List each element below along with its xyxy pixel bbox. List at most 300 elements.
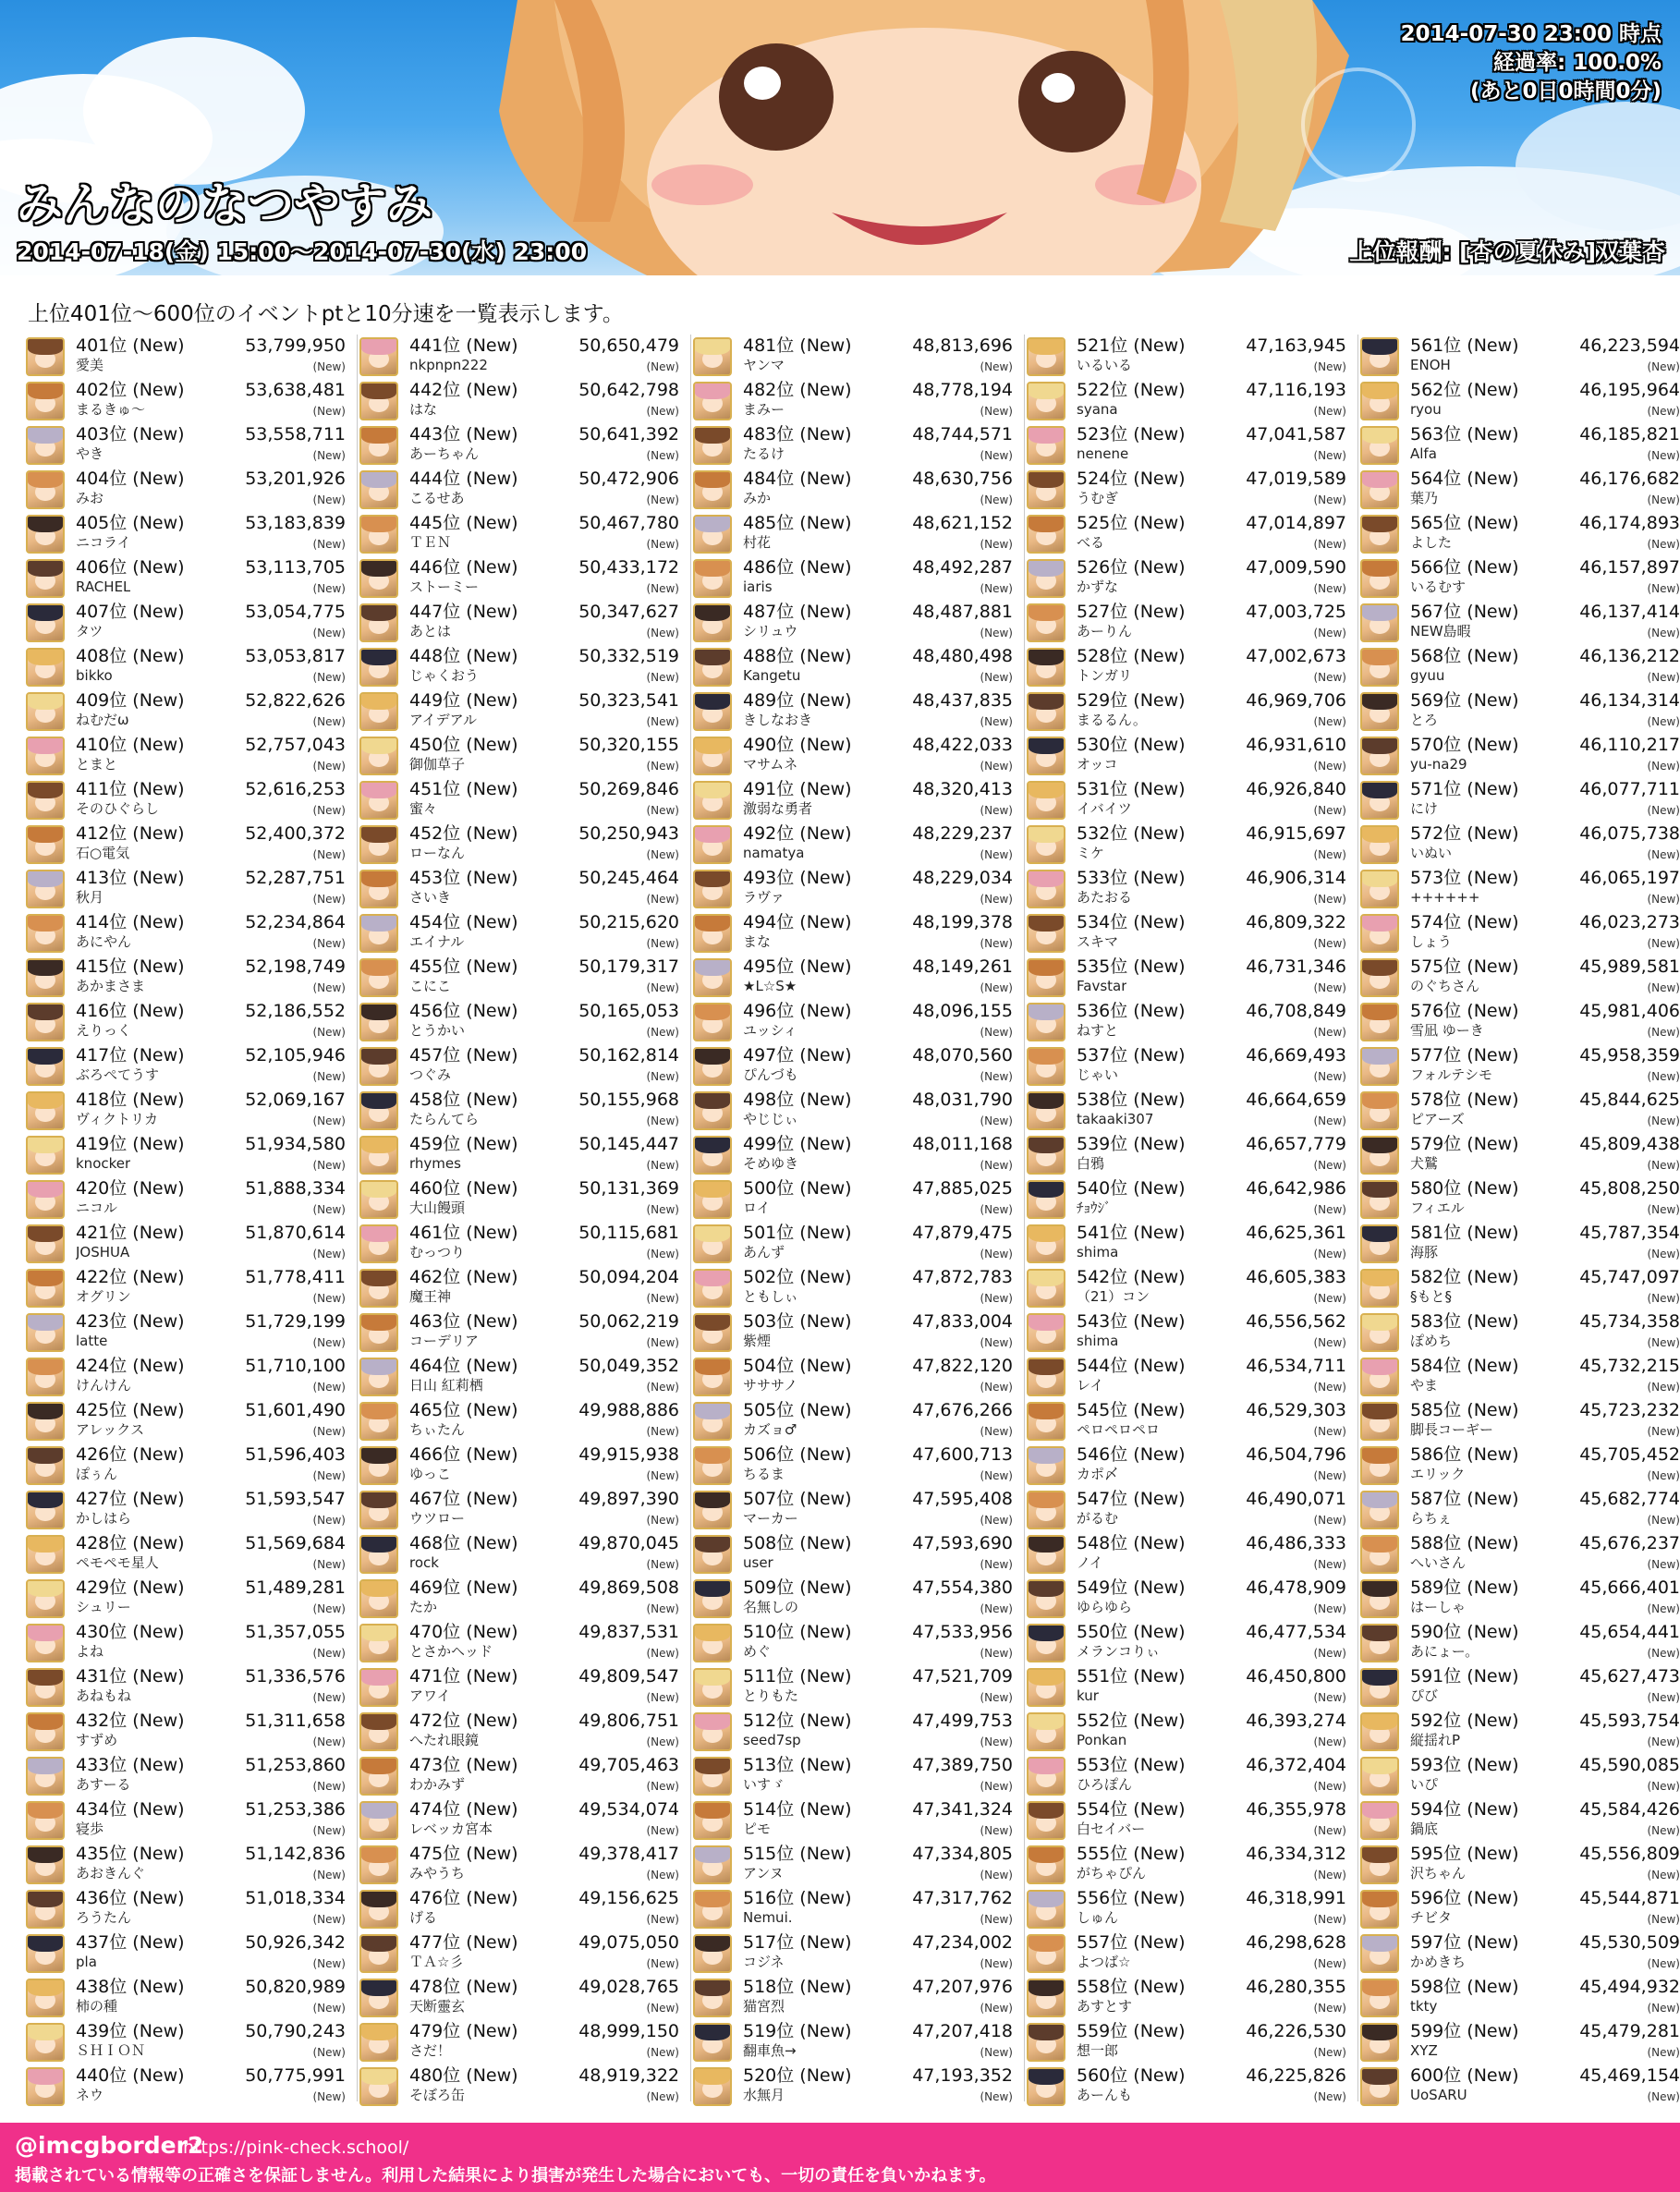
ranking-entry (1358, 1310, 1680, 1355)
ranking-entry (1025, 956, 1350, 1000)
rank-label: 405位 (New) (76, 513, 185, 533)
rank-label: 420位 (New) (76, 1178, 185, 1199)
player-name: ヴィクトリカ (76, 1111, 158, 1127)
idol-card-icon (1027, 1712, 1065, 1751)
event-period: 2014-07-18(金) 15:00〜2014-07-30(水) 23:00 (17, 238, 588, 265)
ten-minute-speed: (New) (1313, 1425, 1346, 1438)
event-points: 50,049,352 (578, 1356, 679, 1376)
idol-card-icon (359, 914, 398, 953)
idol-card-icon (359, 2067, 398, 2106)
ranking-entry (1358, 1222, 1680, 1266)
ten-minute-speed: (New) (980, 1869, 1013, 1881)
idol-card-icon (693, 781, 732, 820)
rank-label: 434位 (New) (76, 1799, 185, 1820)
rank-label: 532位 (New) (1077, 823, 1186, 844)
site-url-link[interactable]: https://pink-check.school/ (183, 2137, 409, 2158)
ten-minute-speed: (New) (1313, 1735, 1346, 1748)
player-name: カポ〆 (1077, 1466, 1119, 1482)
rank-label: 538位 (New) (1077, 1090, 1186, 1110)
player-name: むっつり (409, 1244, 466, 1260)
idol-card-icon (359, 470, 398, 509)
ranking-entry (1025, 1355, 1350, 1399)
rank-label: 409位 (New) (76, 690, 185, 711)
event-points: 47,317,762 (912, 1888, 1013, 1908)
rank-label: 410位 (New) (76, 735, 185, 755)
ten-minute-speed: (New) (980, 981, 1013, 994)
rank-label: 407位 (New) (76, 602, 185, 622)
idol-card-icon (693, 559, 732, 598)
ranking-entry (24, 822, 349, 867)
ten-minute-speed: (New) (1313, 715, 1346, 728)
player-name: べる (1077, 534, 1105, 551)
player-name: みか (743, 490, 772, 506)
rank-label: 530位 (New) (1077, 735, 1186, 755)
ranking-entry (358, 1887, 683, 1931)
ten-minute-speed: (New) (312, 760, 346, 773)
event-points: 48,070,560 (912, 1045, 1013, 1066)
ten-minute-speed: (New) (312, 1735, 346, 1748)
idol-card-icon (693, 1579, 732, 1618)
player-name: Kangetu (743, 667, 801, 684)
player-name: RACHEL (76, 578, 131, 595)
rank-label: 498位 (New) (743, 1090, 852, 1110)
ten-minute-speed: (New) (1647, 1558, 1680, 1571)
ranking-entry (691, 1399, 1017, 1443)
elapsed-rate: 経過率: 100.0% (1492, 51, 1662, 75)
rank-label: 446位 (New) (409, 557, 518, 578)
ten-minute-speed: (New) (1313, 1869, 1346, 1881)
event-points: 48,149,261 (912, 956, 1013, 977)
player-name: 脚長コーギー (1410, 1421, 1494, 1438)
idol-card-icon (26, 870, 65, 908)
event-points: 46,669,493 (1246, 1045, 1346, 1066)
event-points: 46,625,361 (1246, 1223, 1346, 1243)
idol-card-icon (693, 737, 732, 775)
ten-minute-speed: (New) (980, 1336, 1013, 1349)
idol-card-icon (26, 781, 65, 820)
ranking-entry (24, 1266, 349, 1310)
ranking-entry (1358, 1577, 1680, 1621)
rank-label: 482位 (New) (743, 380, 852, 400)
rank-label: 574位 (New) (1410, 912, 1519, 932)
idol-card-icon (693, 1180, 732, 1219)
event-points: 48,096,155 (912, 1001, 1013, 1021)
ten-minute-speed: (New) (312, 405, 346, 418)
rank-label: 564位 (New) (1410, 469, 1519, 489)
player-name: ピアーズ (1410, 1111, 1465, 1127)
ranking-entry (24, 1532, 349, 1577)
event-points: 46,906,314 (1246, 868, 1346, 888)
rank-label: 454位 (New) (409, 912, 518, 932)
idol-card-icon (1027, 1979, 1065, 2017)
ten-minute-speed: (New) (312, 671, 346, 684)
ranking-entry (691, 556, 1017, 601)
ranking-entry (24, 1310, 349, 1355)
ten-minute-speed: (New) (646, 1248, 679, 1260)
event-points: 47,872,783 (912, 1267, 1013, 1287)
ten-minute-speed: (New) (646, 1381, 679, 1394)
ranking-entry (1358, 645, 1680, 689)
idol-card-icon (359, 1535, 398, 1574)
ten-minute-speed: (New) (646, 1869, 679, 1881)
ranking-entry (24, 1976, 349, 2020)
idol-card-icon (1360, 1579, 1399, 1618)
ranking-entry (24, 911, 349, 956)
rank-label: 543位 (New) (1077, 1311, 1186, 1332)
player-name: ねむだω (76, 712, 129, 728)
event-points: 50,467,780 (578, 513, 679, 533)
rank-label: 428位 (New) (76, 1533, 185, 1553)
player-name: ぽぅん (76, 1466, 118, 1482)
ten-minute-speed: (New) (646, 1957, 679, 1970)
ten-minute-speed: (New) (980, 449, 1013, 462)
player-name: とろ (1410, 712, 1439, 728)
ten-minute-speed: (New) (312, 538, 346, 551)
ten-minute-speed: (New) (1647, 1292, 1680, 1305)
rank-label: 585位 (New) (1410, 1400, 1519, 1420)
player-name: あかまさま (76, 978, 146, 994)
idol-card-icon (1360, 648, 1399, 687)
ranking-entry (1025, 911, 1350, 956)
ten-minute-speed: (New) (1313, 405, 1346, 418)
idol-card-icon (1360, 426, 1399, 465)
event-points: 46,077,711 (1579, 779, 1680, 799)
ranking-entry (1358, 2064, 1680, 2109)
event-points: 45,734,358 (1579, 1311, 1680, 1332)
ten-minute-speed: (New) (646, 1514, 679, 1527)
ten-minute-speed: (New) (1647, 449, 1680, 462)
ranking-entry (691, 1577, 1017, 1621)
idol-card-icon (26, 1845, 65, 1884)
event-points: 46,372,404 (1246, 1755, 1346, 1775)
ranking-entry (691, 1931, 1017, 1976)
rank-label: 429位 (New) (76, 1577, 185, 1598)
rank-label: 550位 (New) (1077, 1622, 1186, 1642)
player-name: アイデアル (409, 712, 478, 728)
ranking-entry (1025, 2020, 1350, 2064)
event-points: 46,642,986 (1246, 1178, 1346, 1199)
player-name: ＴＡ☆彡 (409, 1954, 464, 1970)
ranking-entry (1358, 1754, 1680, 1798)
event-points: 51,596,403 (245, 1444, 346, 1465)
event-points: 50,820,989 (245, 1977, 346, 1997)
rank-label: 463位 (New) (409, 1311, 518, 1332)
ten-minute-speed: (New) (980, 1602, 1013, 1615)
event-points: 50,165,053 (578, 1001, 679, 1021)
player-name: まるるん。 (1077, 712, 1147, 728)
ten-minute-speed: (New) (1647, 1913, 1680, 1926)
idol-card-icon (693, 914, 732, 953)
player-name: じゃくおう (409, 667, 480, 684)
ranking-entry (24, 956, 349, 1000)
idol-card-icon (26, 603, 65, 642)
ten-minute-speed: (New) (646, 804, 679, 817)
ten-minute-speed: (New) (312, 848, 346, 861)
ten-minute-speed: (New) (1647, 405, 1680, 418)
idol-card-icon (359, 1624, 398, 1662)
ranking-entry (24, 423, 349, 468)
player-name: レイ (1077, 1377, 1104, 1394)
idol-card-icon (26, 2023, 65, 2062)
ten-minute-speed: (New) (980, 1070, 1013, 1083)
idol-card-icon (1027, 2067, 1065, 2106)
player-name: やじじぃ (743, 1111, 798, 1127)
player-name: うむぎ (1077, 490, 1119, 506)
idol-card-icon (26, 1491, 65, 1529)
rank-label: 456位 (New) (409, 1001, 518, 1021)
event-points: 47,041,587 (1246, 424, 1346, 444)
ranking-entry (1025, 468, 1350, 512)
ranking-entry (358, 1000, 683, 1044)
idol-card-icon (359, 648, 398, 687)
idol-card-icon (693, 1358, 732, 1396)
rank-label: 594位 (New) (1410, 1799, 1519, 1820)
rank-label: 476位 (New) (409, 1888, 518, 1908)
idol-card-icon (693, 1269, 732, 1308)
ten-minute-speed: (New) (1647, 1336, 1680, 1349)
idol-card-icon (1360, 1313, 1399, 1352)
player-name: 沢ちゃん (1410, 1865, 1467, 1881)
ten-minute-speed: (New) (646, 2002, 679, 2015)
player-name: よした (1410, 534, 1453, 551)
player-name: フィエル (1410, 1200, 1465, 1216)
rank-label: 462位 (New) (409, 1267, 518, 1287)
player-name: 縦揺れP (1410, 1732, 1461, 1748)
idol-card-icon (1360, 1979, 1399, 2017)
player-name: マーカー (743, 1510, 798, 1527)
ten-minute-speed: (New) (980, 2002, 1013, 2015)
player-name: シリュウ (743, 623, 798, 639)
rank-label: 600位 (New) (1410, 2065, 1519, 2086)
ten-minute-speed: (New) (1647, 538, 1680, 551)
player-name: 大山饅頭 (409, 1200, 466, 1216)
ten-minute-speed: (New) (312, 582, 346, 595)
player-name: みお (76, 490, 104, 506)
as-of-time: 2014-07-30 23:00 時点 (1400, 22, 1662, 46)
rank-label: 515位 (New) (743, 1844, 852, 1864)
event-points: 52,198,749 (245, 956, 346, 977)
rank-label: 488位 (New) (743, 646, 852, 666)
rank-label: 452位 (New) (409, 823, 518, 844)
rank-label: 484位 (New) (743, 469, 852, 489)
ranking-entry (1358, 1621, 1680, 1665)
player-name: 秋月 (76, 889, 104, 906)
player-name: ネウ (76, 2087, 104, 2103)
ten-minute-speed: (New) (1313, 1381, 1346, 1394)
player-name: ぽめち (1410, 1333, 1453, 1349)
player-name: めぐ (743, 1643, 772, 1660)
rank-label: 557位 (New) (1077, 1932, 1186, 1953)
event-points: 53,638,481 (245, 380, 346, 400)
ten-minute-speed: (New) (1647, 1869, 1680, 1881)
ranking-entry (691, 1443, 1017, 1488)
event-points: 52,186,552 (245, 1001, 346, 1021)
ranking-entry (358, 1931, 683, 1976)
event-points: 47,822,120 (912, 1356, 1013, 1376)
ranking-entry (691, 1976, 1017, 2020)
ranking-entry (1025, 778, 1350, 822)
player-name: とまと (76, 756, 118, 773)
ranking-entry (1025, 556, 1350, 601)
rank-label: 475位 (New) (409, 1844, 518, 1864)
player-name: へたれ眼鏡 (409, 1732, 480, 1748)
event-points: 48,813,696 (912, 335, 1013, 356)
event-points: 46,185,821 (1579, 424, 1680, 444)
ten-minute-speed: (New) (646, 1602, 679, 1615)
ranking-entry (358, 911, 683, 956)
rank-label: 578位 (New) (1410, 1090, 1519, 1110)
ranking-entry (1025, 1710, 1350, 1754)
ten-minute-speed: (New) (1647, 1381, 1680, 1394)
player-name: seed7sp (743, 1732, 801, 1748)
twitter-handle-link[interactable]: @imcgborder2 (15, 2132, 204, 2159)
idol-card-icon (1360, 1003, 1399, 1041)
idol-card-icon (693, 1801, 732, 1840)
idol-card-icon (693, 2067, 732, 2106)
player-name: がちゃぴん (1077, 1865, 1147, 1881)
idol-card-icon (26, 737, 65, 775)
player-name: 魔王神 (409, 1288, 452, 1305)
player-name: まみー (743, 401, 785, 418)
player-name: にけ (1410, 800, 1439, 817)
ranking-entry (1358, 1177, 1680, 1222)
event-points: 45,593,754 (1579, 1711, 1680, 1731)
rank-label: 526位 (New) (1077, 557, 1186, 578)
idol-card-icon (693, 603, 732, 642)
idol-card-icon (26, 1136, 65, 1175)
player-name: Ponkan (1077, 1732, 1127, 1748)
player-name: 白鴉 (1077, 1155, 1105, 1172)
player-name: シュリー (76, 1599, 131, 1615)
event-points: 50,775,991 (245, 2065, 346, 2086)
ten-minute-speed: (New) (980, 1425, 1013, 1438)
event-points: 46,926,840 (1246, 779, 1346, 799)
ranking-entry (691, 1665, 1017, 1710)
ranking-entry (691, 423, 1017, 468)
idol-card-icon (26, 1934, 65, 1973)
ranking-entry (358, 423, 683, 468)
player-name: いるいる (1077, 357, 1133, 373)
event-points: 51,311,658 (245, 1711, 346, 1731)
ranking-entry (358, 1577, 683, 1621)
idol-card-icon (693, 1668, 732, 1707)
event-points: 49,915,938 (578, 1444, 679, 1465)
idol-card-icon (26, 1668, 65, 1707)
rank-label: 426位 (New) (76, 1444, 185, 1465)
event-points: 46,534,711 (1246, 1356, 1346, 1376)
event-points: 50,145,447 (578, 1134, 679, 1154)
event-points: 51,729,199 (245, 1311, 346, 1332)
player-name: さだ！ (409, 2042, 452, 2059)
ranking-entry (1358, 1000, 1680, 1044)
rank-label: 569位 (New) (1410, 690, 1519, 711)
event-points: 46,664,659 (1246, 1090, 1346, 1110)
ranking-entry (1358, 956, 1680, 1000)
rank-label: 522位 (New) (1077, 380, 1186, 400)
rank-label: 510位 (New) (743, 1622, 852, 1642)
rank-label: 512位 (New) (743, 1711, 852, 1731)
event-points: 47,002,673 (1246, 646, 1346, 666)
idol-card-icon (1360, 870, 1399, 908)
ranking-entry (358, 956, 683, 1000)
ten-minute-speed: (New) (312, 627, 346, 639)
ranking-entry (1358, 911, 1680, 956)
idol-card-icon (1360, 337, 1399, 376)
ranking-entry (358, 1089, 683, 1133)
ten-minute-speed: (New) (646, 1469, 679, 1482)
player-name: 想一郎 (1077, 2042, 1119, 2059)
rank-label: 466位 (New) (409, 1444, 518, 1465)
player-name: ひろぽん (1077, 1776, 1133, 1793)
idol-card-icon (693, 470, 732, 509)
ten-minute-speed: (New) (312, 1558, 346, 1571)
idol-card-icon (1360, 2023, 1399, 2062)
idol-card-icon (1027, 1269, 1065, 1308)
player-name: ぴんづも (743, 1066, 798, 1083)
rank-label: 528位 (New) (1077, 646, 1186, 666)
idol-card-icon (359, 1091, 398, 1130)
idol-card-icon (1360, 1845, 1399, 1884)
event-points: 51,593,547 (245, 1489, 346, 1509)
player-name: まるきゅ〜 (76, 401, 146, 418)
ranking-entry (1358, 601, 1680, 645)
ranking-entry (1025, 734, 1350, 778)
idol-card-icon (26, 2067, 65, 2106)
player-name: ぴび (1410, 1687, 1439, 1704)
event-points: 45,808,250 (1579, 1178, 1680, 1199)
event-points: 46,393,274 (1246, 1711, 1346, 1731)
rank-label: 536位 (New) (1077, 1001, 1186, 1021)
ranking-column (1358, 335, 1680, 2101)
player-name: user (743, 1554, 773, 1571)
idol-card-icon (1027, 2023, 1065, 2062)
ranking-entry (358, 1399, 683, 1443)
event-points: 51,778,411 (245, 1267, 346, 1287)
ten-minute-speed: (New) (980, 937, 1013, 950)
ten-minute-speed: (New) (1647, 1425, 1680, 1438)
ranking-entry (1358, 1133, 1680, 1177)
ten-minute-speed: (New) (1647, 848, 1680, 861)
idol-card-icon (1027, 1801, 1065, 1840)
ranking-entry (691, 645, 1017, 689)
event-points: 50,162,814 (578, 1045, 679, 1066)
idol-card-icon (1360, 1624, 1399, 1662)
event-points: 46,478,909 (1246, 1577, 1346, 1598)
idol-card-icon (359, 1801, 398, 1840)
ten-minute-speed: (New) (646, 405, 679, 418)
idol-card-icon (693, 1757, 732, 1796)
player-name: ロイ (743, 1200, 771, 1216)
player-name: ＴＥＮ (409, 534, 452, 551)
event-points: 49,156,625 (578, 1888, 679, 1908)
ranking-entry (1358, 1266, 1680, 1310)
ranking-entry (1025, 379, 1350, 423)
event-points: 50,347,627 (578, 602, 679, 622)
player-name: 雪凪 ゆーき (1410, 1022, 1484, 1039)
rank-label: 435位 (New) (76, 1844, 185, 1864)
ranking-entry (24, 1133, 349, 1177)
ten-minute-speed: (New) (312, 804, 346, 817)
ranking-entry (1358, 1355, 1680, 1399)
rank-label: 547位 (New) (1077, 1489, 1186, 1509)
event-points: 50,926,342 (245, 1932, 346, 1953)
player-name: （21）コン (1077, 1288, 1150, 1305)
rank-label: 595位 (New) (1410, 1844, 1519, 1864)
rank-label: 440位 (New) (76, 2065, 185, 2086)
ranking-entry (1025, 645, 1350, 689)
ten-minute-speed: (New) (646, 582, 679, 595)
player-name: shima (1077, 1244, 1119, 1260)
